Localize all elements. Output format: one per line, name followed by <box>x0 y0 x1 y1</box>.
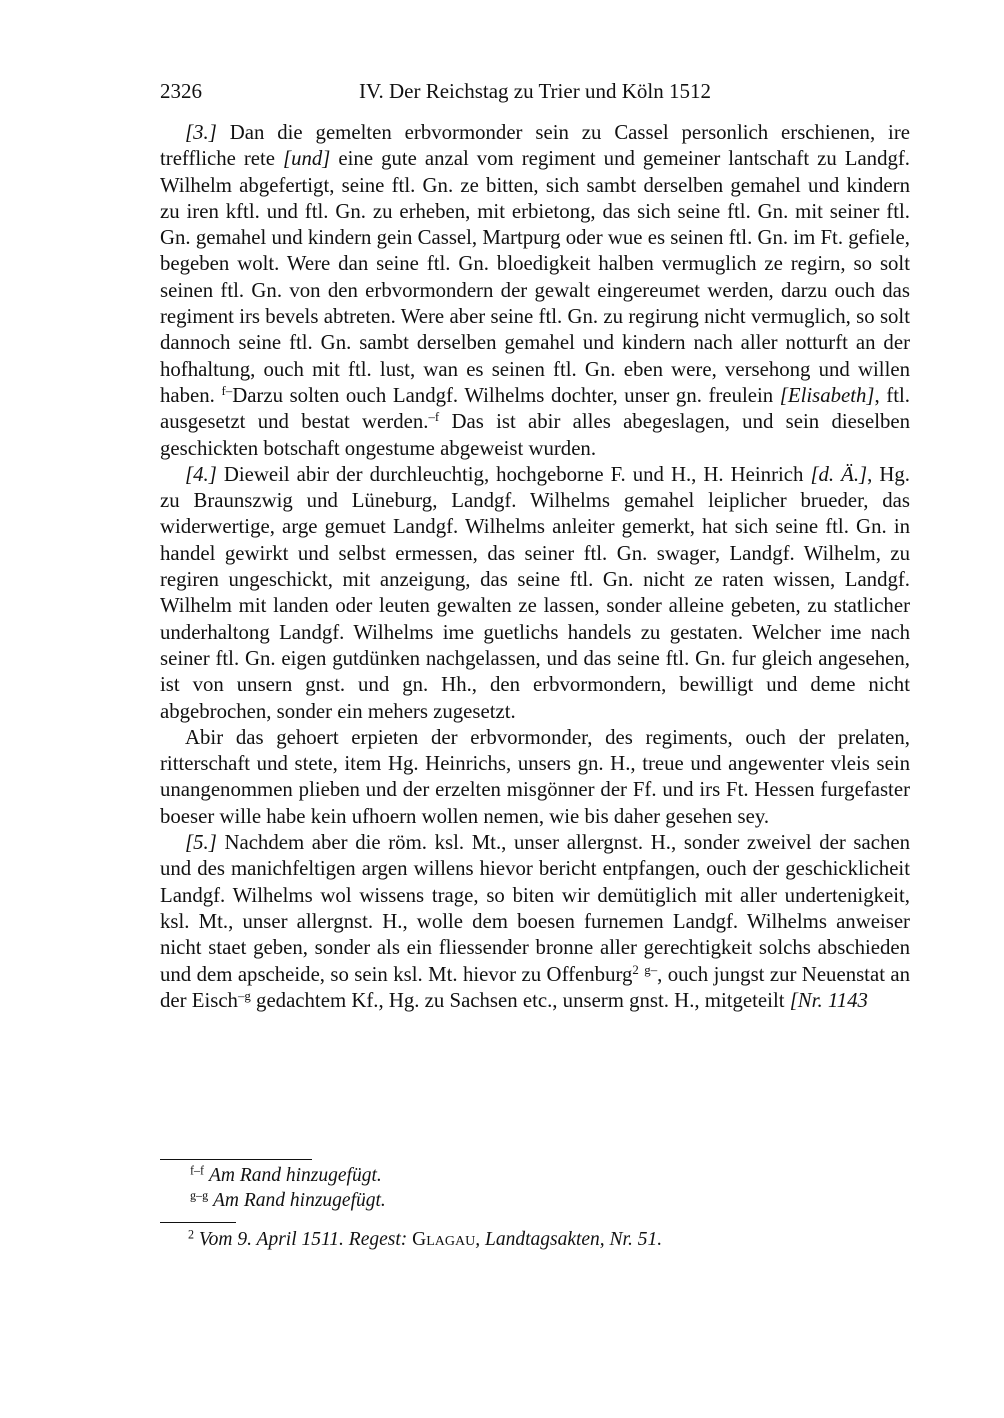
paragraph <box>160 120 910 462</box>
apparatus-mark: f–f <box>190 1163 205 1178</box>
editorial-italic: [5.] <box>185 831 217 855</box>
apparatus-mark: g–g <box>190 1188 209 1203</box>
text-segment: , Hg. zu Braunszwig und Lüneburg, Landgf. Wilhelms gemahel leiplicher brueder, das widerwertige, arge gemuet Landgf. Wilhelms anleiter gemerkt, hat sich seine ftl. Gn. in handel gewirkt und selbst ermessen, das seiner ftl. Gn. swager, Landgf. Wilhelm, zu regiren ungeschickt, mit anzeigung, das seine ftl. Gn. nicht ze raten wissen, Landgf. Wilhelm mit landen oder leuten gewalten ze lassen, sonder alleine gebeten, zu statlicher underhaltong Landgf. Wilhelms ime guetlichs handels zu gestaten. Welcher ime nach seiner ftl. Gn. eigen gutdünken nachgelassen, und das seine ftl. Gn. fur gleich angesehen, ist von unsern gnst. und gn. Hh., den erbvormondern, bewilligt und deme nicht abgebrochen, sonder ein mehers zugesetzt. <box>160 462 910 723</box>
footnote-separator <box>160 1222 236 1223</box>
text-segment: Dieweil abir der durchleuchtig, hochgeborne F. und H., H. Heinrich <box>216 462 811 486</box>
apparatus-note <box>160 1188 910 1213</box>
note-marker: 2 <box>632 962 639 977</box>
text-segment: , ftl. ausgesetzt und bestat werden. <box>160 383 910 434</box>
apparatus-separator <box>160 1159 312 1160</box>
text-segment: Dan die gemelten erbvormonder sein zu Cassel personlich erschienen, ire treffliche rete <box>160 121 910 171</box>
text-segment: Das ist abir alles abegeslagen, und sein dieselben geschickten botschaft ongestume abgeweist wurden. <box>160 410 910 460</box>
note-marker: g– <box>644 962 658 977</box>
note-marker: –g <box>237 988 251 1003</box>
text-segment: gedachtem Kf., Hg. zu Sachsen etc., unserm gnst. H., mitgeteilt <box>250 988 790 1012</box>
paragraph <box>160 462 910 725</box>
text-segment: Darzu solten ouch Landgf. Wilhelms dochter, unser gn. freulein <box>232 383 780 407</box>
note-marker: f– <box>221 383 233 398</box>
footnotes <box>160 1227 910 1252</box>
footnote-text-end: , Landtagsakten, Nr. 51. <box>475 1229 663 1250</box>
editorial-italic: [3.] <box>185 121 217 144</box>
paragraph <box>160 725 910 830</box>
note-marker: –f <box>428 410 440 425</box>
editorial-italic: [d. Ä.] <box>810 462 868 486</box>
editorial-italic: [Nr. 1143 <box>789 988 868 1012</box>
paragraph <box>160 830 910 1014</box>
main-text <box>160 120 910 1014</box>
footnote-author: Glagau <box>412 1229 476 1250</box>
text-segment: Nachdem aber die röm. ksl. Mt., unser allergnst. H., sonder zweivel der sachen und des manichfeltigen argen willens hievor bericht entpfangen, ouch der geschicklicheit Landgf. Wilhelms wol wissens trage, so biten wir demütiglich mit aller undertenigkeit, ksl. Mt., unser allergnst. H., wolle dem boesen furnemen Landgf. Wilhelms anweiser nicht staet geben, sonder als ein fliessender bronne aller gerechtigkeit solchs abschieden und dem apscheide, so sein ksl. Mt. hievor zu Offenburg <box>160 831 910 986</box>
footnote-number: 2 <box>188 1227 195 1242</box>
page-header <box>160 79 910 109</box>
apparatus-text: Am Rand hinzugefügt. <box>213 1190 386 1211</box>
footnote-text: Vom 9. April 1511. Regest: <box>198 1229 413 1250</box>
footnote <box>160 1227 910 1252</box>
critical-apparatus <box>160 1163 910 1213</box>
editorial-italic: [Elisabeth] <box>779 383 875 407</box>
apparatus-note <box>160 1163 910 1188</box>
text-segment: eine gute anzal vom regiment und gemeiner lantschaft zu Landgf. Wilhelm abgefertigt, seine ftl. Gn. ze bitten, sich sambt derselben gemahel und kindern zu iren kftl. und ftl. Gn. zu erheben, mit erbietong, das sich seine ftl. Gn. mit seiner ftl. Gn. gemahel und kindern gein Cassel, Martpurg oder wue es seinen ftl. Gn. im Ft. gefiele, begeben wolt. Were dan seine ftl. Gn. bloedigkeit halben vermuglich ze regirn, so solt seinen ftl. Gn. von den erbvormondern der gewalt eingereumet werden, darzu ouch das regiment irs bevels abtreten. Were aber seine ftl. Gn. zu regirung nicht vermuglich, so solt dannoch seine ftl. Gn. sambt derselben gemahel und kindern nach aller notturft an der hofhaltung, ouch mit ftl. lust, wan es seinen ftl. Gn. eben were, versehong und willen haben. <box>160 147 911 407</box>
text-segment: , ouch jungst zur Neuenstat an der Eisch <box>160 962 911 1012</box>
editorial-italic: [4.] <box>185 462 217 486</box>
text-segment: Abir das gehoert erpieten der erbvormonder, des regiments, ouch der prelaten, ritterschaft und stete, item Hg. Heinrichs, unsers gn. H., treue und angewenter vleis sein unangenommen plieben und der erzelten misgönner der Ff. und irs Ft. Hessen furgefaster boeser wille habe kein ufhoern wollen nemen, wie bis daher gesehen sey. <box>160 725 910 828</box>
editorial-italic: [und] <box>283 147 331 171</box>
page-number: 2326 <box>160 79 202 103</box>
apparatus-text: Am Rand hinzugefügt. <box>208 1165 382 1186</box>
running-head: IV. Der Reichstag zu Trier und Köln 1512 <box>359 79 711 103</box>
